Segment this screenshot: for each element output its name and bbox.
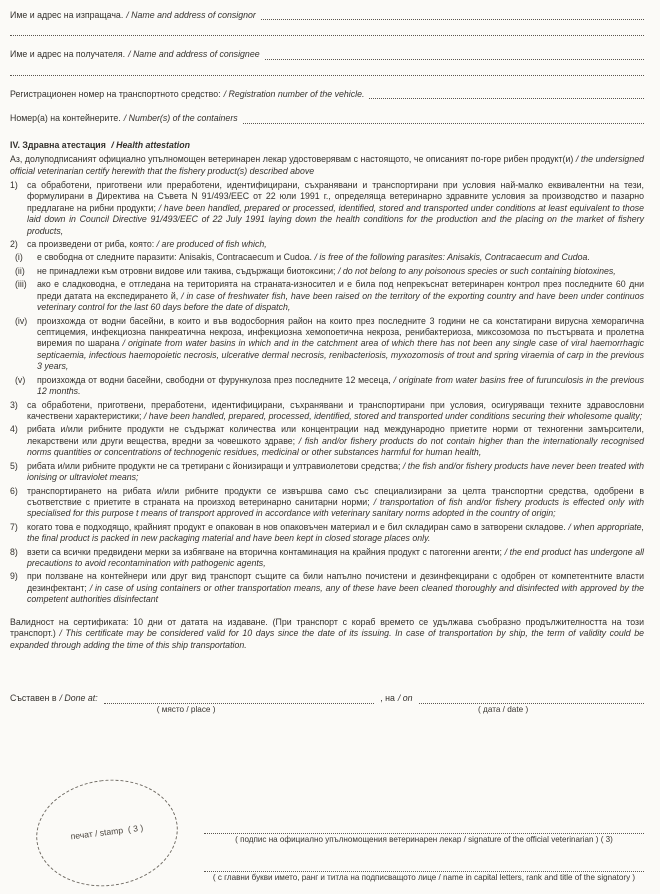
clause-6-en: / transportation of fish and/or fishery products is effected only with specialised for this purpose t means of transport approved in accordance with veterinary sanitary norms adopted in the country of origin; — [27, 496, 644, 519]
consignor-dotted-line-2 — [10, 25, 644, 36]
clause-2-v-text — [37, 375, 644, 398]
clause-2-iii — [10, 279, 644, 313]
clause-8 — [10, 547, 644, 570]
consignor-dotted-line — [261, 19, 644, 20]
clause-2-text — [27, 239, 644, 250]
stamp-note: ( 3 ) — [127, 822, 144, 835]
stamp-label: печат / stamp — [70, 825, 124, 842]
clause-2-v-num: (v) — [15, 374, 26, 385]
clause-2-ii-bg: не принадлежи към отровни видове или такива, съдържащи биотоксини; — [37, 265, 336, 276]
done-at-captions — [10, 705, 644, 716]
clause-4-text — [27, 424, 644, 458]
clause-1-num: 1) — [10, 179, 18, 190]
clause-2-i-bg: е свободна от следните паразити: Anisakis, Contracaecum и Cudoa. — [37, 252, 312, 263]
clause-6-bg: транспортирането на рибата и/или рибните продукти се извършва само със специализирани за целта транспортни средства, одобрени в съответствие с приетите в страната на произход ветеринарно санитарни норми; — [27, 485, 644, 507]
clause-1 — [10, 180, 644, 237]
clause-2-iv — [10, 316, 644, 373]
attestation-intro — [10, 154, 644, 177]
clause-5-bg: рибата и/или рибните продукти не са третирани с йонизиращи и ултравиолетови средства; — [27, 460, 401, 471]
consignee-dotted-line — [265, 59, 644, 60]
clause-2-ii-en: / do not belong to any poisonous species or such containing biotoxines, — [337, 265, 616, 276]
place-caption: ( място / place ) — [156, 705, 216, 715]
field-consignor — [10, 10, 644, 36]
consignee-label-row — [10, 49, 644, 60]
clause-2-ii-num: (ii) — [15, 265, 25, 276]
intro-en: / the undersigned official veterinarian certify herewith that the fishery product(s) described above — [10, 154, 644, 176]
clause-2-iv-text — [37, 316, 644, 373]
vehicle-label-bg: Регистрационен номер на транспортното средство: — [10, 88, 221, 99]
section-title — [10, 140, 644, 151]
clause-5 — [10, 461, 644, 484]
clause-6-num: 6) — [10, 485, 18, 496]
clause-7-bg: когато това е подходящо, крайният продукт е опакован в нов опаковъчен материал и е бил складиран само в затворени складове. — [27, 521, 566, 532]
vehicle-label-row — [10, 89, 644, 100]
validity-note — [10, 617, 644, 651]
clause-2-v — [10, 375, 644, 398]
clause-2-bg: са произведени от риба, която: — [27, 239, 155, 250]
clause-2-iii-en: / in case of freshwater fish, have been raised on the territory of the exporting country and have been under continuos veterinary control for the last 60 days before the date of dispatch, — [37, 290, 644, 313]
clause-2-iii-text — [37, 279, 644, 313]
clause-3-en: / have been handled, prepared, processed, identified, stored and transported under conditions securing their wholesome quality; — [143, 410, 643, 421]
clause-2-v-en: / originate from water basins free of furunculosis in the previous 12 months. — [37, 374, 644, 397]
consignor-label-en: / Name and address of consignor — [126, 10, 256, 20]
clause-9-en: / in case of using containers or other transportation means, any of these have been cleaned thoroughly and disinfected with approved by the competent authorities disinfectant — [27, 582, 644, 605]
clause-9-bg: при ползване на контейнери или друг вид транспорт същите са били напълно почистени и дезинфекцирани с одобрен от компетентните власти дезинфектант; — [27, 571, 644, 593]
clause-3-text — [27, 400, 644, 423]
clause-2-iii-num: (iii) — [15, 279, 27, 290]
done-at-row — [10, 693, 644, 704]
clause-5-en: / the fish and/or fishery products have never been treated with ionising or ultraviolet means; — [27, 460, 644, 483]
field-consignee — [10, 49, 644, 75]
name-dotted-line — [204, 861, 644, 872]
containers-label-row — [10, 113, 644, 124]
clause-6-text — [27, 486, 644, 520]
clause-8-num: 8) — [10, 546, 18, 557]
consignee-dotted-line-2 — [10, 65, 644, 76]
clause-1-en: / have been handled, prepared or processed, identified, stored and transported under conditions at least equivalent to those laid down in Council Directive 91/493/EEC of 22 July 1991 laying down the health conditions for the production and the placing on the market of fishery products, — [27, 202, 645, 236]
consignee-label-bg: Име и адрес на получателя. — [10, 49, 126, 60]
validity-en: / This certificate may be considered valid for 10 days since the date of its issuing. In case of transportation by ship, the term of validity could be expanded through adding the time of this ship transportation. — [10, 628, 644, 650]
signature-dotted-line — [204, 823, 644, 834]
stamp-signature-area — [10, 750, 644, 886]
clause-9-text — [27, 571, 644, 605]
on-label-bg: , на — [380, 692, 395, 703]
clause-3 — [10, 400, 644, 423]
clause-2-i-num: (i) — [15, 252, 23, 263]
clause-2 — [10, 239, 644, 250]
clause-7-num: 7) — [10, 521, 18, 532]
signatory-name-block — [204, 861, 644, 884]
veterinarian-signature-block — [204, 823, 644, 846]
signature-column — [204, 750, 644, 886]
clause-9 — [10, 571, 644, 605]
on-label-en: / on — [397, 692, 413, 703]
clause-1-text — [27, 180, 644, 237]
clause-2-v-bg: произхожда от водни басейни, свободни от фурункулоза през последните 12 месеца, — [37, 374, 391, 385]
clause-8-text — [27, 547, 644, 570]
clause-7-text — [27, 522, 644, 545]
clause-2-ii-text — [37, 266, 644, 277]
clause-2-iv-bg: произхожда от водни басейни, в които и във водосборния район на които през последните 3 години не са констатирани вирусна хеморагична септицемия, инфекциозна панкреатична некроза, инфекциозна хемопоетична некроза, ренибактериоза, миксозомоза по пъстървата и пролетна виремия по шарана — [37, 315, 644, 349]
clause-2-iv-num: (iv) — [15, 315, 28, 326]
containers-label-bg: Номер(а) на контейнерите. — [10, 113, 121, 124]
clause-9-num: 9) — [10, 571, 18, 582]
consignor-label-row — [10, 10, 644, 21]
stamp-circle — [30, 772, 184, 894]
clause-4-bg: рибата и/или рибните продукти не съдържат количества или концентрации над международно приетите норми от техногенни замърсители, лекарствени или други вещества, вредни за човешкото здраве; — [27, 424, 644, 446]
clause-3-num: 3) — [10, 399, 18, 410]
consignee-label-en: / Name and address of consignee — [128, 49, 260, 60]
clause-2-en: / are produced of fish which, — [156, 239, 267, 250]
clause-4 — [10, 424, 644, 458]
clause-2-i-en: / is free of the following parasites: Anisakis, Contracaecum and Cudoa. — [314, 252, 590, 263]
section-title-bg: IV. Здравна атестация — [10, 139, 106, 150]
clause-2-ii — [10, 266, 644, 277]
clause-4-num: 4) — [10, 424, 18, 435]
vehicle-dotted-line — [369, 98, 644, 99]
intro-bg: Аз, долуподписаният официално упълномощен ветеринарен лекар удостоверявам с настоящото, че описаният по-горе рибен продукт(и) — [10, 154, 574, 165]
section-title-en: / Health attestation — [111, 139, 190, 150]
consignor-label-bg: Име и адрес на изпращача. — [10, 10, 124, 20]
clause-5-text — [27, 461, 644, 484]
clause-6 — [10, 486, 644, 520]
done-at-label-bg: Съставен в — [10, 692, 57, 703]
clause-8-en: / the end product has undergone all precautions to avoid recontamination with pathogenic agents, — [27, 546, 644, 569]
validity-bg: Валидност на сертификата: 10 дни от датата на издаване. (При транспорт с кораб времето се удължава съобразно продължителността на този транспорт.) — [10, 616, 644, 639]
clause-2-i-text — [37, 252, 644, 263]
clause-8-bg: взети са всички предвидени мерки за избягване на вторична контаминация на крайния продукт с патогенни агенти; — [27, 546, 503, 557]
field-vehicle-registration — [10, 89, 644, 100]
clause-2-iii-bg: ако е сладководна, е отгледана на територията на страната-износител и е била под непрекъснат ветеринарен контрол през последните 60 дни преди датата на експедирането й, — [37, 279, 644, 301]
name-caption: ( с главни букви името, ранг и титла на подписващото лице / name in capital letters, rank and title of the signatory ) — [212, 873, 636, 883]
clause-7 — [10, 522, 644, 545]
clause-3-bg: са обработени, приготвени, преработени, идентифицирани, съхранявани и транспортирани при условия, осигуряващи техните здравословни качествени характеристики; — [27, 399, 644, 421]
clause-5-num: 5) — [10, 460, 18, 471]
field-container-numbers — [10, 113, 644, 124]
done-at-label-en: / Done at: — [59, 692, 98, 703]
clause-2-i — [10, 252, 644, 263]
place-dotted-line — [104, 694, 375, 704]
containers-label-en: / Number(s) of the containers — [123, 113, 238, 124]
clause-2-num: 2) — [10, 239, 18, 250]
clause-1-bg: са обработени, приготвени или преработени, идентифицирани, съхранявани и транспортирани при условия най-малко еквивалентни на тези, формулирани в Директива на Съвета N 91/493/ЕЕС от 22 юли 1991 г., определяща ветеринарно здравните условия за производство и пазарно предлагане на рибни продукти; — [27, 179, 644, 213]
vehicle-label-en: / Registration number of the vehicle. — [223, 88, 365, 99]
date-dotted-line — [419, 694, 644, 704]
date-caption: ( дата / date ) — [478, 705, 529, 715]
containers-dotted-line — [243, 123, 644, 124]
signature-caption: ( подпис на официално упълномощения ветеринарен лекар / signature of the official veterinarian ) ( 3) — [235, 834, 613, 844]
clause-7-en: / when appropriate, the final product is packed in new packaging material and have been kept in closed storage places only. — [27, 521, 645, 544]
clause-4-en: / fish and/or fishery products do not contain higher than the internationally recognised norms quantities or concentrations of technogenic residues, medicinal or other substances harmful for human health, — [27, 435, 644, 458]
clause-2-iv-en: / originate from water basins in which and in the catchment area of which there has not been any single case of viral haemorrhagic septicaemia, infectious haemopoietic necrosis, ulcerative dermal necrosis, renibacteriosis, myxozomosis of trout and spring viraemia of carp in the previous 3 years, — [37, 338, 644, 372]
